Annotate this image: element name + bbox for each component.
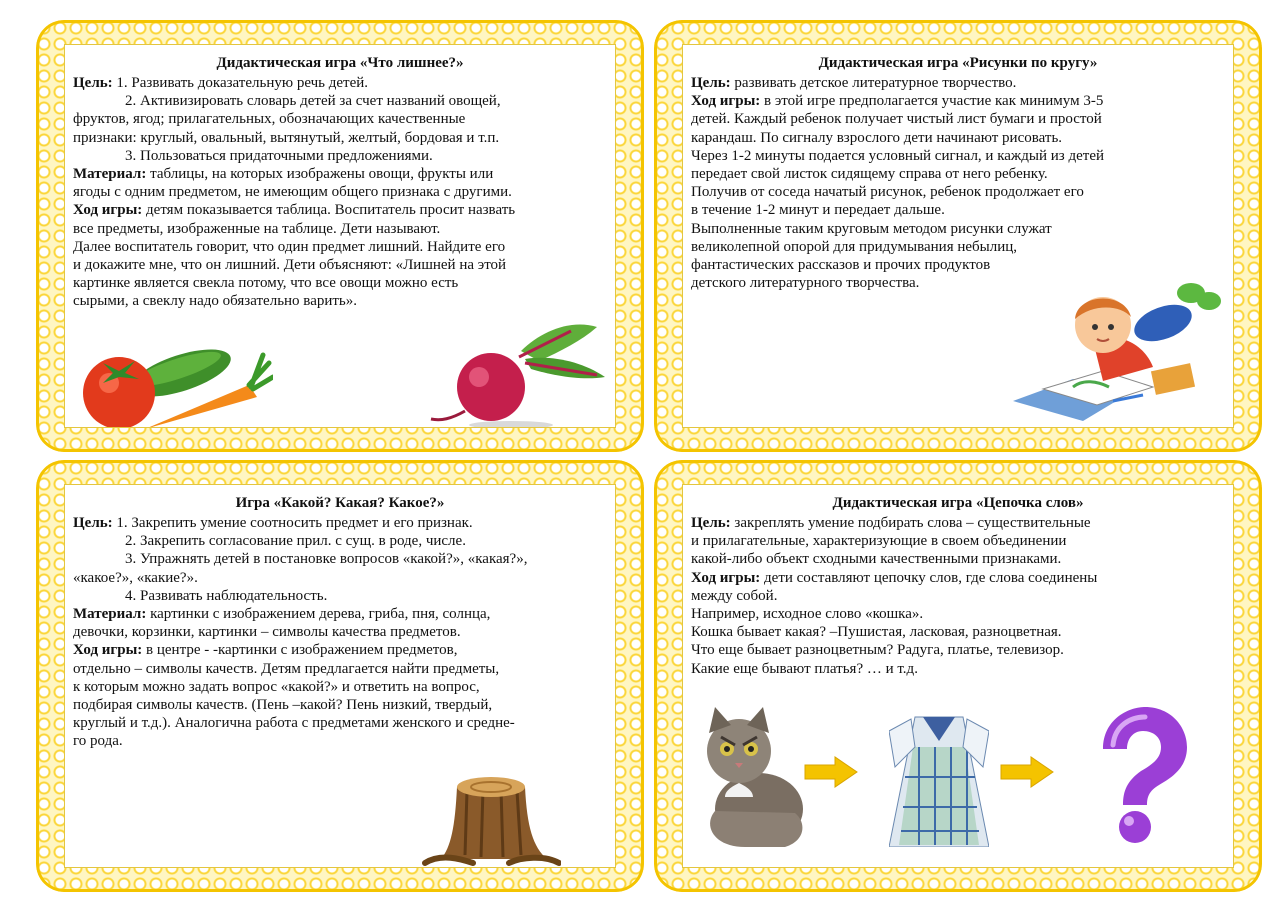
goal-line: и прилагательные, характеризующие в своем объединении [691, 533, 1067, 550]
material-line: Материал: картинки с изображением дерева, гриба, пня, солнца, [73, 606, 491, 623]
arrow-right-icon [805, 757, 857, 787]
goal-line: какой-либо объект сходными качественными признаками. [691, 551, 1062, 568]
card-panel [682, 44, 1234, 428]
material-line: девочки, корзинки, картинки – символы качества предметов. [73, 624, 461, 641]
card-panel [682, 484, 1234, 868]
material-label: Материал: [73, 606, 147, 623]
card-drawings-in-circle [654, 20, 1262, 452]
play-line: Через 1-2 минуты подается условный сигнал, и каждый из детей [691, 147, 1105, 164]
card-panel [64, 44, 616, 428]
card-panel [64, 484, 616, 868]
play-label: Ход игры: [73, 202, 143, 219]
goal-line: 2. Закрепить согласование прил. с сущ. в роде, числе. [125, 533, 466, 550]
play-line: Выполненные таким круговым методом рисунки служат [691, 220, 1052, 237]
play-line: в течение 1-2 минут и передает дальше. [691, 202, 945, 219]
play-line: Ход игры: в центре - -картинки с изображением предметов, [73, 642, 458, 659]
play-line: Ход игры: дети составляют цепочку слов, где слова соединены [691, 569, 1098, 586]
goal-line: фруктов, ягод; прилагательных, обозначающих качественные [73, 111, 466, 128]
arrow-image-1 [803, 755, 859, 789]
goal-line: Цель: закреплять умение подбирать слова – существительные [691, 515, 1091, 531]
vegetables-image [73, 333, 273, 428]
card-title: Дидактическая игра «Цепочка слов» [832, 495, 1084, 511]
card-title: Дидактическая игра «Рисунки по кругу» [818, 55, 1098, 71]
play-line: детского литературного творчества. [691, 275, 920, 292]
goal-line: 3. Пользоваться придаточными предложениями. [125, 147, 433, 164]
card-odd-one-out [36, 20, 644, 452]
arrow-right-icon [1001, 757, 1053, 787]
play-line: между собой. [691, 587, 778, 604]
goal-line: 4. Развивать наблюдательность. [125, 587, 328, 604]
play-line: подбирая символы качеств. (Пень –какой? Пень низкий, твердый, [73, 697, 493, 714]
goal-line: Цель: развивать детское литературное творчество. [691, 75, 1017, 91]
arrow-image-2 [999, 755, 1055, 789]
goal-label: Цель: [73, 75, 113, 91]
cat-image [695, 701, 811, 851]
play-line: к которым можно задать вопрос «какой?» и ответить на вопрос, [73, 678, 480, 695]
beet-icon [431, 324, 605, 428]
question-mark-image [1083, 705, 1193, 845]
play-line: Что еще бывает разноцветным? Радуга, платье, телевизор. [691, 642, 1064, 659]
tree-stump-icon [425, 777, 559, 863]
play-line: отдельно – символы качеств. Детям предлагается найти предметы, [73, 660, 500, 677]
play-line: Получив от соседа начатый рисунок, ребенок продолжает его [691, 184, 1084, 201]
material-line: ягоды с одним предметом, не имеющим общего признака с другими. [73, 184, 512, 201]
play-line: и докажите мне, что он лишний. Дети объясняют: «Лишней на этой [73, 257, 507, 274]
child-drawing-image [1013, 271, 1223, 428]
play-line: Кошка бывает какая? –Пушистая, ласковая, разноцветная. [691, 624, 1062, 641]
goal-line: «какое?», «какие?». [73, 569, 198, 586]
play-line: картинке является свекла потому, что все овощи можно есть [73, 275, 459, 292]
child-drawing-icon [1013, 283, 1221, 421]
card-which-one [36, 460, 644, 892]
play-label: Ход игры: [691, 569, 761, 586]
play-line: Далее воспитатель говорит, что один предмет лишний. Найдите его [73, 238, 506, 255]
tomato-icon [83, 357, 155, 428]
goal-label: Цель: [73, 515, 113, 531]
play-line: все предметы, изображенные на таблице. Дети называют. [73, 220, 441, 237]
play-label: Ход игры: [691, 93, 761, 110]
goal-label: Цель: [691, 515, 731, 531]
card-title: Игра «Какой? Какая? Какое?» [235, 495, 445, 511]
play-line: го рода. [73, 733, 123, 750]
cat-icon [707, 707, 803, 847]
beet-image [421, 311, 611, 428]
play-line: Например, исходное слово «кошка». [691, 606, 924, 623]
goal-line: Цель: 1. Развивать доказательную речь детей. [73, 75, 369, 91]
question-mark-icon [1103, 707, 1187, 843]
play-line: сырыми, а свеклу надо обязательно варить». [73, 293, 358, 310]
goal-line: 2. Активизировать словарь детей за счет названий овощей, [125, 93, 501, 110]
play-label: Ход игры: [73, 642, 143, 659]
goal-line: Цель: 1. Закрепить умение соотносить предмет и его признак. [73, 515, 473, 531]
goal-line: признаки: круглый, овальный, вытянутый, желтый, бордовая и т.п. [73, 129, 500, 146]
play-line: Ход игры: в этой игре предполагается участие как минимум 3-5 [691, 93, 1104, 110]
play-line: передает свой листок сидящему справа от него ребенку. [691, 166, 1048, 183]
dress-image [889, 707, 989, 847]
play-line: Ход игры: детям показывается таблица. Воспитатель просит назвать [73, 202, 516, 219]
play-line: детей. Каждый ребенок получает чистый лист бумаги и простой [691, 111, 1102, 128]
play-line: великолепной опорой для придумывания небылиц, [691, 238, 1018, 255]
material-line: Материал: таблицы, на которых изображены овощи, фрукты или [73, 166, 494, 183]
material-label: Материал: [73, 166, 147, 183]
card-word-chain [654, 460, 1262, 892]
goal-line: 3. Упражнять детей в постановке вопросов «какой?», «какая?», [125, 551, 528, 568]
play-line: фантастических рассказов и прочих продуктов [691, 257, 991, 274]
card-title: Дидактическая игра «Что лишнее?» [216, 55, 464, 71]
goal-label: Цель: [691, 75, 731, 91]
tree-stump-image [421, 767, 561, 867]
play-line: Какие еще бывают платья? … и т.д. [691, 660, 918, 677]
play-line: карандаш. По сигналу взрослого дети начинают рисовать. [691, 129, 1063, 146]
dress-icon [889, 717, 989, 847]
play-line: круглый и т.д.). Аналогична работа с предметами женского и средне- [73, 715, 515, 732]
